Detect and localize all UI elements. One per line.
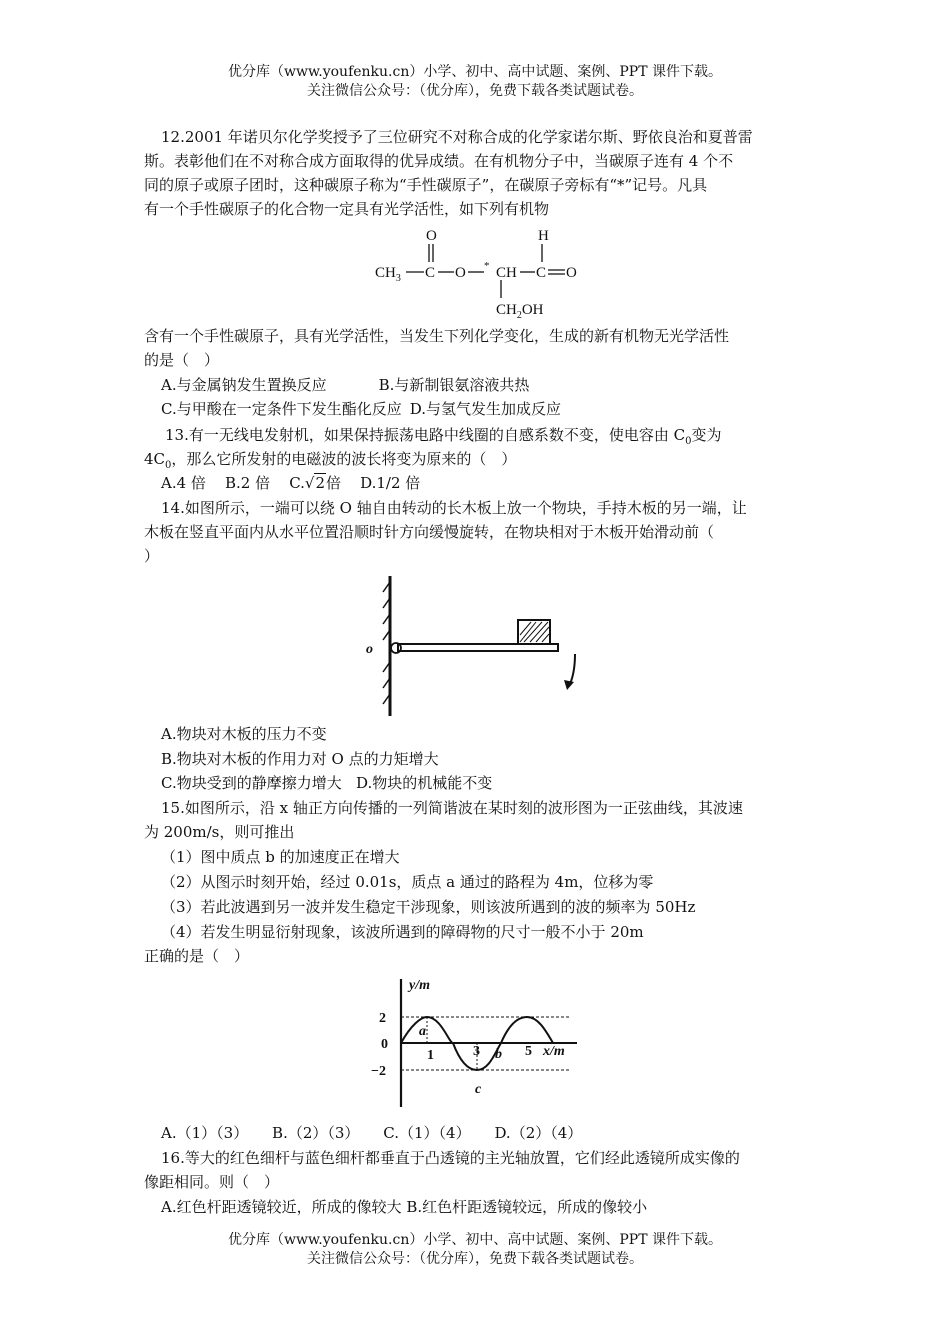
q16-line-1: 16.等大的红色细杆与蓝色细杆都垂直于凸透镜的主光轴放置，它们经此透镜所成实像的 (161, 1149, 740, 1167)
q12-option-d[interactable]: D.与氢气发生加成反应 (409, 400, 561, 418)
q16-line-2: 像距相同。则（ ） (144, 1173, 280, 1191)
q12-option-b[interactable]: B.与新制银氨溶液共热 (378, 376, 530, 394)
q16-option-b[interactable]: B.红色杆距透镜较远，所成的像较小 (406, 1198, 648, 1216)
q15-statement-3: （3）若此波遇到另一波并发生稳定干涉现象，则该波所遇到的波的频率为 50Hz (161, 898, 696, 916)
lever-figure (360, 572, 590, 720)
q13-options (161, 472, 420, 494)
structural-formula (370, 222, 590, 322)
q15-options (161, 1122, 582, 1144)
q13-line-1: 13.有一无线电发射机，如果保持振荡电路中线圈的自感系数不变，使电容由 $C_0$变为 (165, 426, 722, 447)
q15-option-c[interactable]: C.（1）（4） (383, 1124, 471, 1142)
q14-option-a[interactable]: A.物块对木板的压力不变 (161, 725, 327, 743)
q14-option-c[interactable]: C.物块受到的静摩擦力增大 (161, 774, 342, 792)
q15-line-2: 为 200m/s，则可推出 (144, 823, 295, 841)
graph-tick-y-2: 2 (379, 1011, 386, 1026)
wave-graph (365, 973, 585, 1113)
q14-line-1: 14.如图所示，一端可以绕 O 轴自由转动的长木板上放一个物块，手持木板的另一端，让 (161, 499, 747, 517)
formula-c1: C (425, 265, 436, 281)
q14-option-d[interactable]: D.物块的机械能不变 (356, 774, 493, 792)
q12-line-6: 的是（ ） (144, 351, 220, 369)
q13-option-d[interactable]: D.1/2 倍 (360, 474, 421, 492)
formula-o-mid: O (455, 265, 466, 281)
q13-line-2: $4C_0$，那么它所发射的电磁波的波长将变为原来的（ ） (144, 450, 517, 471)
formula-o-top: O (426, 228, 437, 244)
page-footer-line-2: 关注微信公众号：（优分库），免费下载各类试题试卷。 (307, 1251, 643, 1267)
graph-y-label: y/m (409, 978, 430, 993)
graph-tick-x-5: 5 (525, 1044, 532, 1059)
q12-line-5: 含有一个手性碳原子，具有光学活性，当发生下列化学变化，生成的新有机物无光学活性 (144, 327, 730, 345)
q14-option-b[interactable]: B.物块对木板的作用力对 O 点的力矩增大 (161, 750, 439, 768)
q14-line-2: 木板在竖直平面内从水平位置沿顺时针方向缓慢旋转，在物块相对于木板开始滑动前（ (144, 523, 715, 541)
graph-tick-y-0: 0 (381, 1037, 388, 1052)
q12-options-cd (161, 398, 561, 420)
q15-line-1: 15.如图所示，沿 x 轴正方向传播的一列简谐波在某时刻的波形图为一正弦曲线，其波速 (161, 799, 743, 817)
graph-point-a: a (419, 1024, 426, 1039)
formula-h-top: H (538, 228, 549, 244)
q12-line-2: 斯。表彰他们在不对称合成方面取得的优异成绩。在有机物分子中，当碳原子连有 4 个不 (144, 152, 734, 170)
q13-option-b[interactable]: B.2 倍 (225, 474, 271, 492)
lever-label-o: o (366, 642, 373, 657)
formula-star: * (484, 260, 490, 272)
graph-point-b: b (495, 1047, 502, 1062)
q15-statement-1: （1）图中质点 b 的加速度正在增大 (161, 848, 400, 866)
page-footer-line-1: 优分库（www.youfenku.cn）小学、初中、高中试题、案例、PPT 课件下载。 (227, 1232, 722, 1248)
page-header-line-1: 优分库（www.youfenku.cn）小学、初中、高中试题、案例、PPT 课件下载。 (227, 64, 722, 80)
q15-option-b[interactable]: B.（2）（3） (272, 1124, 360, 1142)
q15-option-a[interactable]: A.（1）（3） (161, 1124, 249, 1142)
formula-ch3: $CH_3$ (375, 265, 401, 284)
q14-line-3: ） (144, 547, 160, 565)
formula-ch2oh: $CH_2OH$ (496, 302, 544, 321)
formula-c2: C (536, 265, 547, 281)
graph-x-label: x/m (543, 1044, 565, 1059)
q13-option-a[interactable]: A.4 倍 (161, 474, 206, 492)
q12-line-4: 有一个手性碳原子的化合物一定具有光学活性，如下列有机物 (144, 200, 550, 218)
q16-options-ab (161, 1196, 647, 1218)
graph-tick-y-neg2: −2 (371, 1064, 386, 1079)
q14-options-cd (161, 772, 492, 794)
q12-option-a[interactable]: A.与金属钠发生置换反应 (161, 376, 327, 394)
graph-tick-x-1: 1 (427, 1048, 434, 1063)
q12-option-c[interactable]: C.与甲酸在一定条件下发生酯化反应 (161, 400, 402, 418)
formula-o-right: O (566, 265, 577, 281)
q12-options-ab (161, 374, 529, 396)
graph-tick-x-3: 3 (473, 1044, 480, 1059)
q12-line-3: 同的原子或原子团时，这种碳原子称为“手性碳原子”，在碳原子旁标有“*”记号。凡具 (144, 176, 708, 194)
page-header-line-2: 关注微信公众号：（优分库），免费下载各类试题试卷。 (307, 83, 643, 99)
q15-option-d[interactable]: D.（2）（4） (494, 1124, 583, 1142)
q13-option-c[interactable]: C.√2倍 (289, 474, 342, 492)
graph-point-c: c (475, 1082, 482, 1097)
q15-line-3: 正确的是（ ） (144, 947, 250, 965)
q16-option-a[interactable]: A.红色杆距透镜较近，所成的像较大 (161, 1198, 402, 1216)
formula-ch: CH (496, 265, 517, 281)
q12-line-1: 12.2001 年诺贝尔化学奖授予了三位研究不对称合成的化学家诺尔斯、野依良治和夏普雷 (161, 128, 753, 146)
q15-statement-2: （2）从图示时刻开始，经过 0.01s，质点 a 通过的路程为 4m，位移为零 (161, 873, 654, 891)
q15-statement-4: （4）若发生明显衍射现象，该波所遇到的障碍物的尺寸一般不小于 20m (161, 923, 644, 941)
